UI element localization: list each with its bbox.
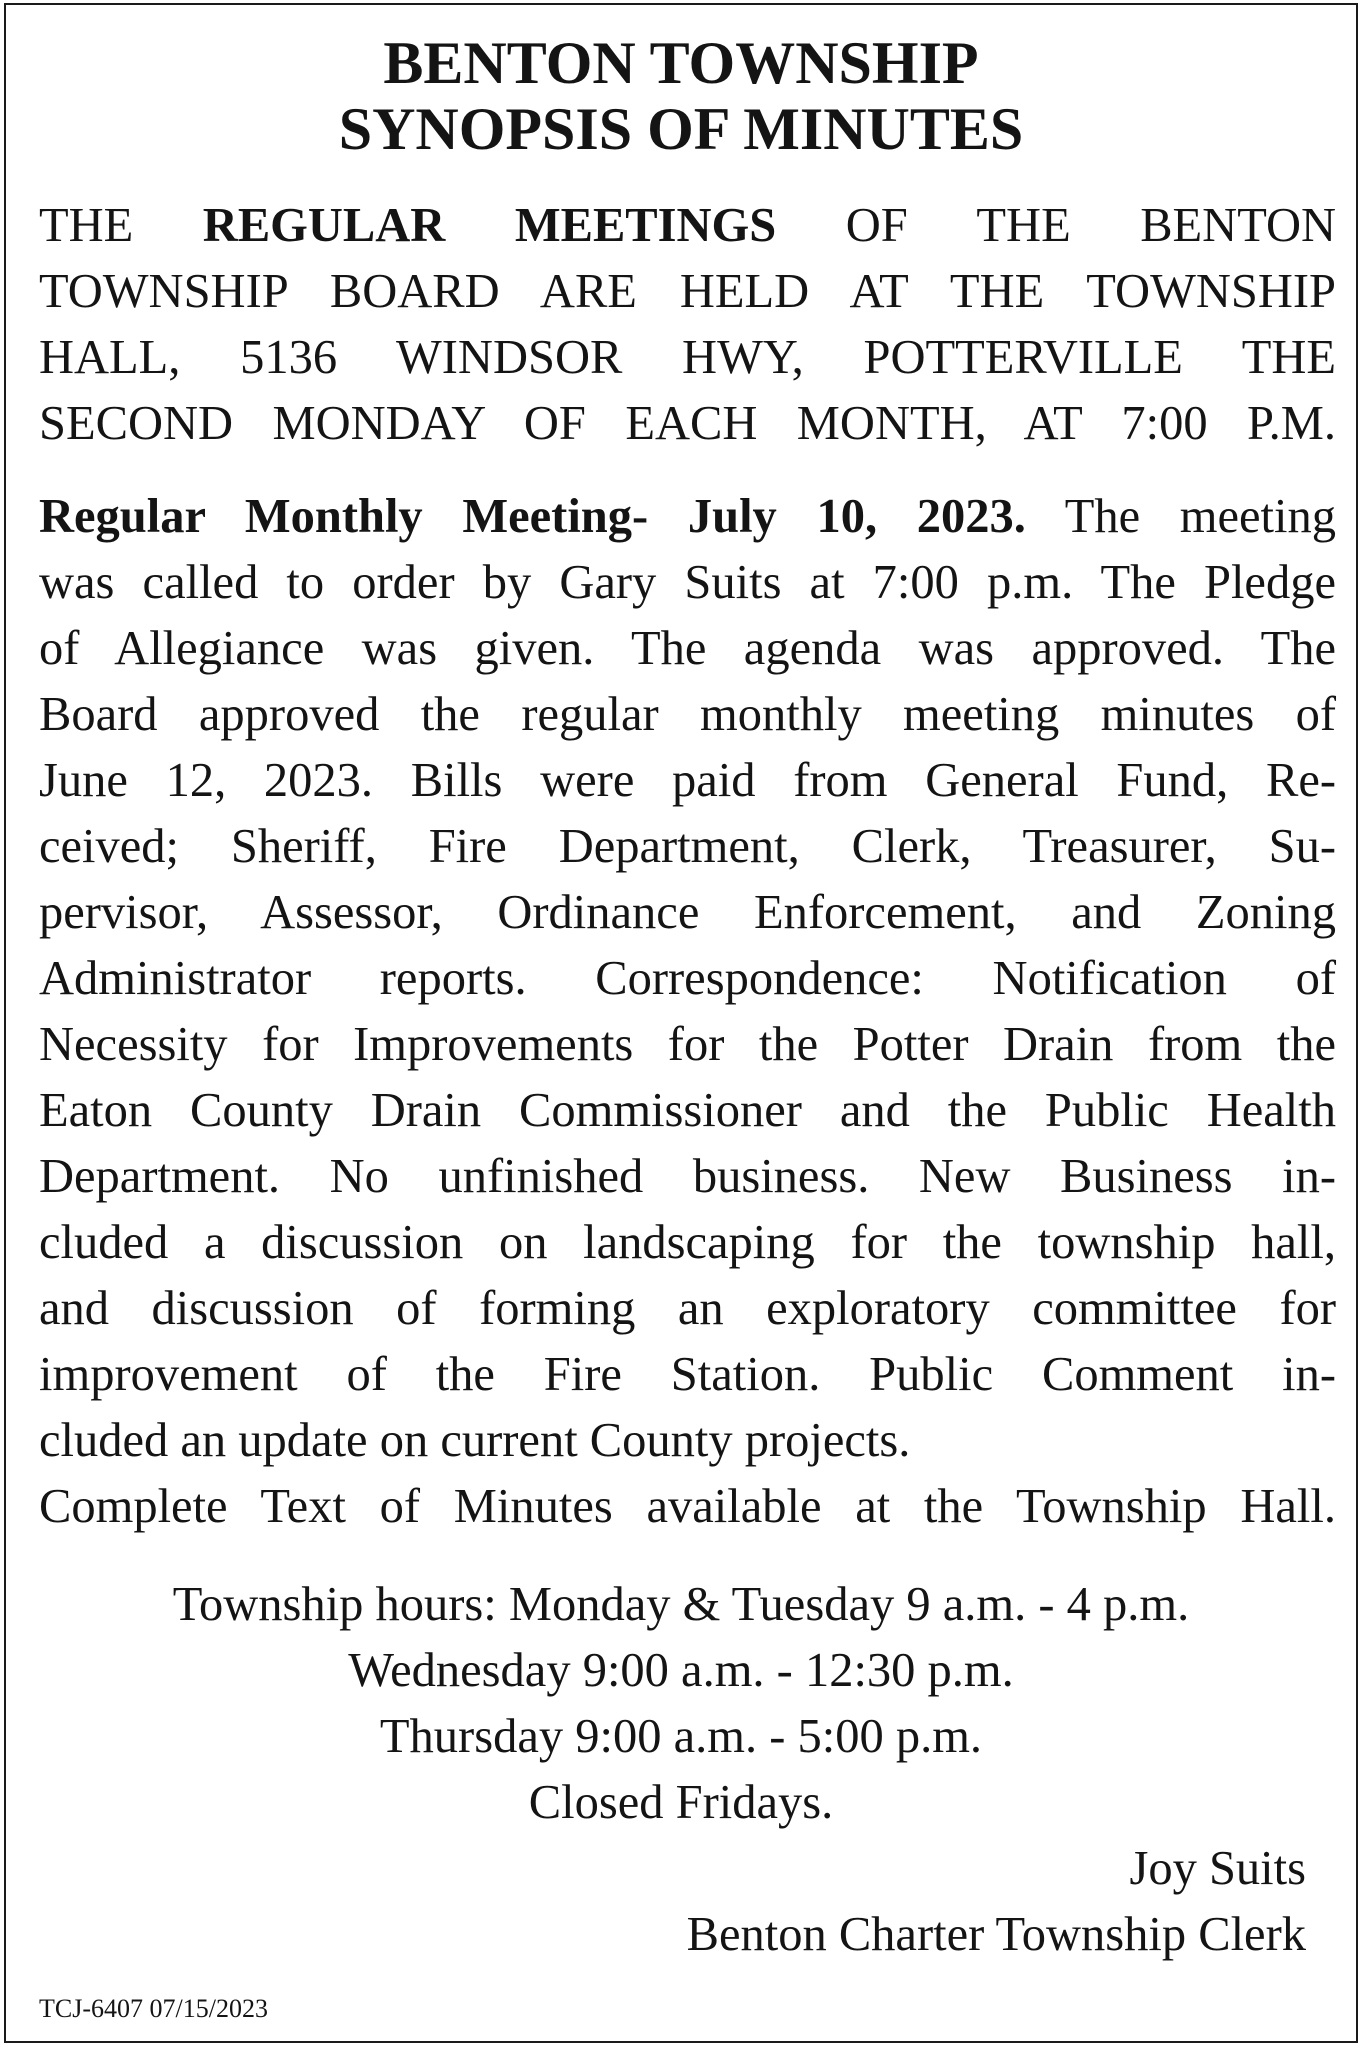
minutes-line: Board approved the regular monthly meeting minutes of: [39, 688, 1336, 741]
intro-line1-bold: REGULAR MEETINGS: [202, 199, 777, 252]
notice-title-line1: BENTON TOWNSHIP: [383, 30, 979, 96]
signature-name: Joy Suits: [1129, 1842, 1306, 1895]
minutes-line: Necessity for Improvements for the Potter Drain from the: [39, 1018, 1336, 1071]
minutes-heading: Regular Monthly Meeting- July 10, 2023.: [39, 490, 1026, 543]
intro-line-1: [39, 193, 1336, 259]
hours-line-4: Closed Fridays.: [528, 1776, 834, 1829]
minutes-line: pervisor, Assessor, Ordinance Enforcement, and Zoning: [39, 886, 1336, 939]
signature-title: Benton Charter Township Clerk: [686, 1908, 1306, 1961]
minutes-line: Administrator reports. Correspondence: Notification of: [39, 952, 1336, 1005]
publication-code: TCJ-6407 07/15/2023: [39, 1994, 268, 2023]
minutes-line: and discussion of forming an exploratory committee for: [39, 1282, 1336, 1335]
hours-line-3: Thursday 9:00 a.m. - 5:00 p.m.: [379, 1710, 983, 1763]
notice-title-line2: SYNOPSIS OF MINUTES: [338, 96, 1024, 162]
minutes-availability-line: Complete Text of Minutes available at the Township Hall.: [39, 1480, 1336, 1533]
minutes-line: was called to order by Gary Suits at 7:00 p.m. The Pledge: [39, 556, 1336, 609]
hours-line-1: Township hours: Monday & Tuesday 9 a.m. - 4 p.m.: [172, 1578, 1190, 1631]
minutes-line: June 12, 2023. Bills were paid from General Fund, Re-: [39, 754, 1336, 807]
legal-notice: [4, 3, 1358, 2043]
intro-line-3: HALL, 5136 WINDSOR HWY, POTTERVILLE THE: [39, 331, 1336, 384]
minutes-line: improvement of the Fire Station. Public Comment in-: [39, 1348, 1336, 1401]
intro-line-4: SECOND MONDAY OF EACH MONTH, AT 7:00 P.M.: [39, 397, 1336, 450]
minutes-line: Department. No unfinished business. New Business in-: [39, 1150, 1336, 1203]
minutes-line: of Allegiance was given. The agenda was approved. The: [39, 622, 1336, 675]
minutes-line: Eaton County Drain Commissioner and the Public Health: [39, 1084, 1336, 1137]
minutes-heading-line: [39, 484, 1336, 550]
minutes-line: ceived; Sheriff, Fire Department, Clerk, Treasurer, Su-: [39, 820, 1336, 873]
minutes-line: cluded a discussion on landscaping for the township hall,: [39, 1216, 1336, 1269]
hours-line-2: Wednesday 9:00 a.m. - 12:30 p.m.: [348, 1644, 1014, 1697]
intro-line-2: TOWNSHIP BOARD ARE HELD AT THE TOWNSHIP: [39, 265, 1336, 318]
intro-line1-pre: THE: [39, 199, 134, 252]
minutes-line: cluded an update on current County projects.: [39, 1414, 911, 1467]
intro-line1-post: OF THE BENTON: [845, 199, 1337, 252]
minutes-heading-tail: The meeting: [1064, 490, 1336, 543]
